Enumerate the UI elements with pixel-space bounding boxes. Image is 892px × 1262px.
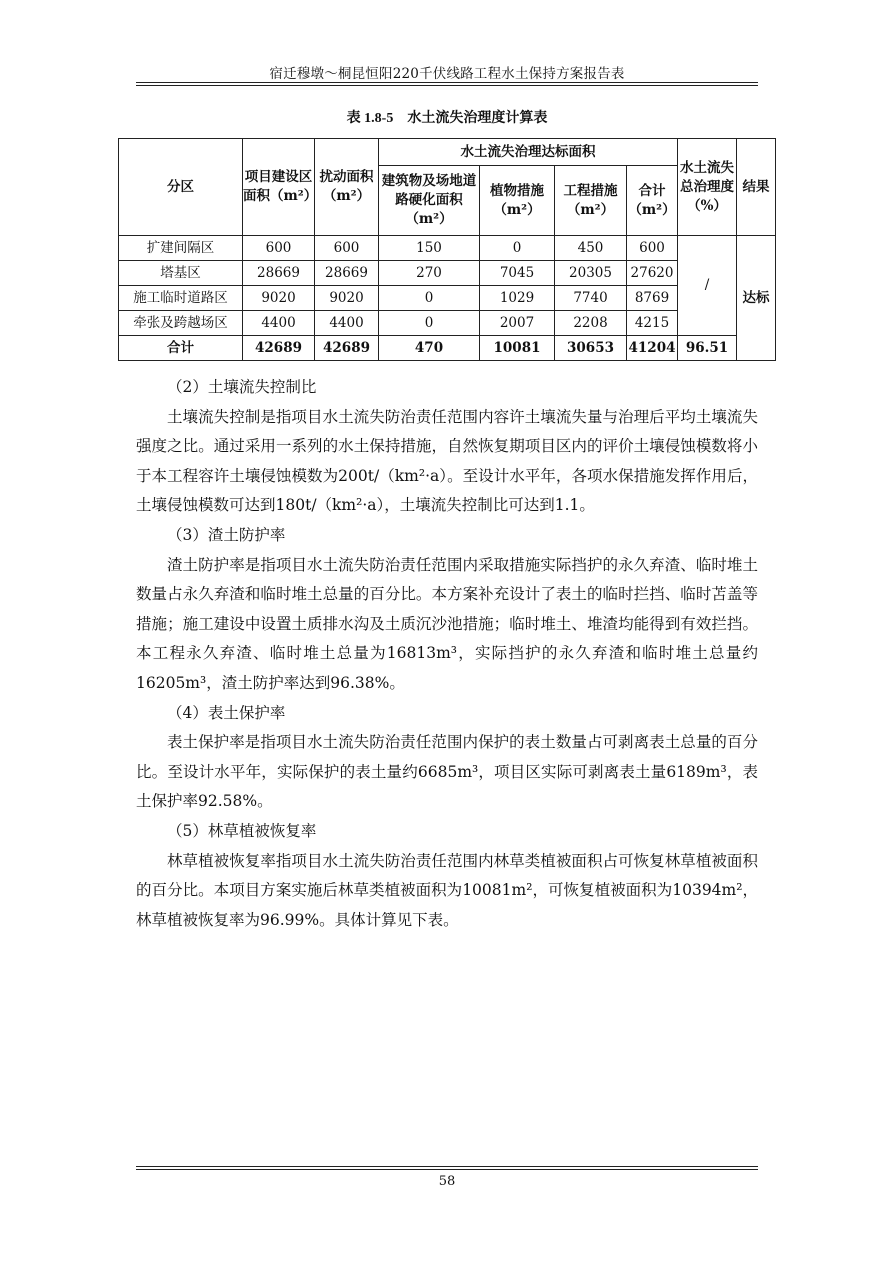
cell-total-building: 470 xyxy=(379,336,480,361)
cell-zone: 牵张及跨越场区 xyxy=(119,311,243,336)
section-paragraph: 林草植被恢复率指项目水土流失防治责任范围内林草类植被面积占可恢复林草植被面积的百分比。本项目方案实施后林草类植被面积为10081m²，可恢复植被面积为10394m²，林草植被恢复率为96.99%。具体计算见下表。 xyxy=(136,851,758,929)
section-heading: （3）渣土防护率 xyxy=(167,525,286,544)
header-subtotal: 合计（m²） xyxy=(627,166,678,236)
table-row xyxy=(119,286,776,311)
table-row xyxy=(119,236,776,261)
cell-plant: 1029 xyxy=(480,286,555,311)
header-result: 结果 xyxy=(737,139,776,236)
cell-zone: 施工临时道路区 xyxy=(119,286,243,311)
cell-plant: 0 xyxy=(480,236,555,261)
cell-plant: 2007 xyxy=(480,311,555,336)
header-zone: 分区 xyxy=(119,139,243,236)
table-row xyxy=(119,311,776,336)
running-header: 宿迁穆墩～桐昆恒阳220千伏线路工程水土保持方案报告表 xyxy=(269,66,625,82)
table-number: 表 1.8-5 xyxy=(346,111,394,126)
cell-subtotal: 8769 xyxy=(627,286,678,311)
cell-total-subtotal: 41204 xyxy=(627,336,678,361)
header-plant: 植物措施（m²） xyxy=(480,166,555,236)
cell-total-rate: 96.51 xyxy=(678,336,737,361)
cell-disturb: 9020 xyxy=(315,286,379,311)
table-row xyxy=(119,261,776,286)
cell-rate-merged: / xyxy=(678,236,737,336)
cell-engineering: 2208 xyxy=(555,311,627,336)
cell-build: 28669 xyxy=(243,261,315,286)
cell-build: 4400 xyxy=(243,311,315,336)
header-rate: 水土流失总治理度（%） xyxy=(678,139,737,236)
cell-result-merged: 达标 xyxy=(737,236,776,361)
section-heading: （4）表土保护率 xyxy=(167,703,286,722)
header-building: 建筑物及场地道路硬化面积（m²） xyxy=(379,166,480,236)
header-engineering: 工程措施（m²） xyxy=(555,166,627,236)
cell-plant: 7045 xyxy=(480,261,555,286)
header-disturb-area: 扰动面积（m²） xyxy=(315,139,379,236)
cell-engineering: 7740 xyxy=(555,286,627,311)
cell-zone: 扩建间隔区 xyxy=(119,236,243,261)
table-caption: 水土流失治理度计算表 xyxy=(407,110,548,126)
page-number: 58 xyxy=(438,1174,456,1189)
cell-disturb: 4400 xyxy=(315,311,379,336)
cell-total-build: 42689 xyxy=(243,336,315,361)
cell-building: 0 xyxy=(379,311,480,336)
section-heading: （5）林草植被恢复率 xyxy=(167,821,317,840)
section-paragraph: 渣土防护率是指项目水土流失防治责任范围内采取措施实际挡护的永久弃渣、临时堆土数量占永久弃渣和临时堆土总量的百分比。本方案补充设计了表土的临时拦挡、临时苫盖等措施；施工建设中设置土质排水沟及土质沉沙池措施；临时堆土、堆渣均能得到有效拦挡。本工程永久弃渣、临时堆土总量为16813m³，实际挡护的永久弃渣和临时堆土总量约16205m³，渣土防护率达到96.38%。 xyxy=(136,555,758,692)
cell-disturb: 28669 xyxy=(315,261,379,286)
cell-building: 150 xyxy=(379,236,480,261)
cell-build: 9020 xyxy=(243,286,315,311)
section-paragraph: 土壤流失控制是指项目水土流失防治责任范围内容许土壤流失量与治理后平均土壤流失强度之比。通过采用一系列的水土保持措施，自然恢复期项目区内的评价土壤侵蚀模数将小于本工程容许土壤侵蚀模数为200t/（km²·a）。至设计水平年，各项水保措施发挥作用后，土壤侵蚀模数可达到180t/（km²·a），土壤流失控制比可达到1.1。 xyxy=(136,407,758,515)
cell-subtotal: 4215 xyxy=(627,311,678,336)
cell-total-engineering: 30653 xyxy=(555,336,627,361)
cell-zone: 塔基区 xyxy=(119,261,243,286)
table-title xyxy=(136,107,758,127)
header-standard-group: 水土流失治理达标面积 xyxy=(379,139,678,166)
cell-building: 270 xyxy=(379,261,480,286)
section-paragraph: 表土保护率是指项目水土流失防治责任范围内保护的表土数量占可剥离表土总量的百分比。至设计水平年，实际保护的表土量约6685m³，项目区实际可剥离表土量6189m³，表土保护率92.58%。 xyxy=(136,733,758,811)
cell-total-plant: 10081 xyxy=(480,336,555,361)
body-text xyxy=(136,373,758,935)
cell-engineering: 450 xyxy=(555,236,627,261)
cell-build: 600 xyxy=(243,236,315,261)
header-build-area: 项目建设区面积（m²） xyxy=(243,139,315,236)
cell-disturb: 600 xyxy=(315,236,379,261)
cell-total-label: 合计 xyxy=(119,336,243,361)
governance-table xyxy=(118,138,776,361)
cell-subtotal: 600 xyxy=(627,236,678,261)
cell-total-disturb: 42689 xyxy=(315,336,379,361)
cell-building: 0 xyxy=(379,286,480,311)
cell-subtotal: 27620 xyxy=(627,261,678,286)
footer-rule xyxy=(136,1166,758,1170)
header-rule xyxy=(136,82,758,86)
cell-engineering: 20305 xyxy=(555,261,627,286)
table-total-row xyxy=(119,336,776,361)
section-heading: （2）土壤流失控制比 xyxy=(167,378,317,396)
